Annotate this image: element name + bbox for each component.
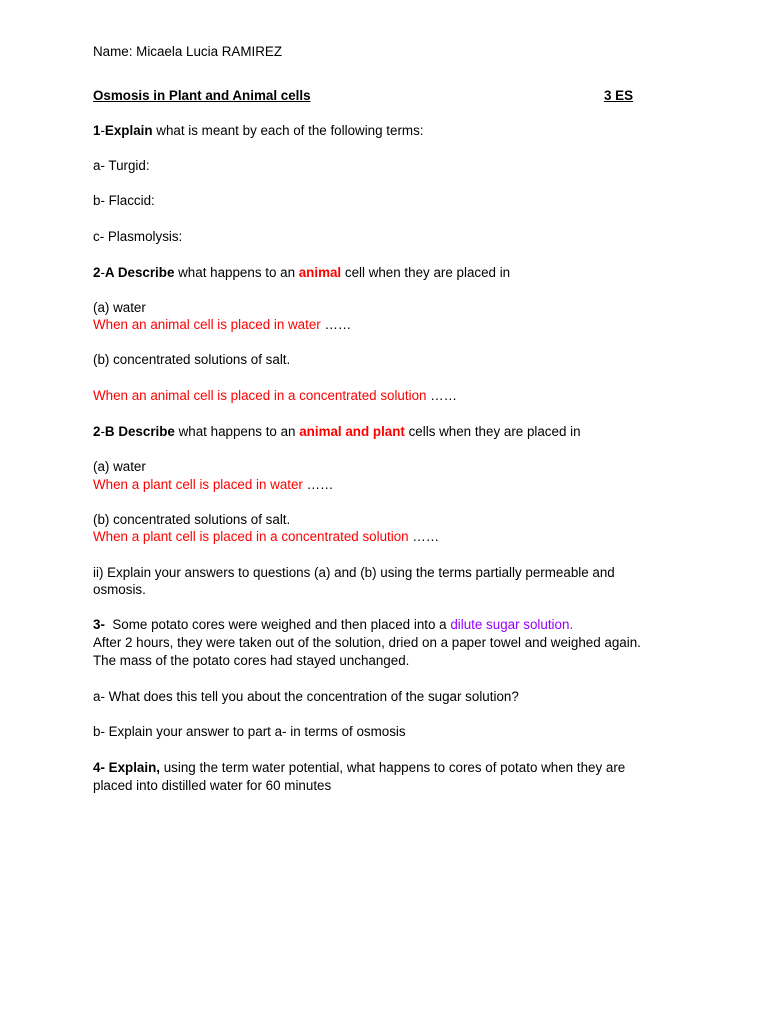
question-2b-text: what happens to an [174,424,300,439]
question-4-line2: placed into distilled water for 60 minutes [93,778,332,793]
question-2b-part-b-label: (b) concentrated solutions of salt. [93,512,291,527]
question-2b-part-b-answer [93,528,439,545]
question-2a-text: what happens to an [174,265,299,280]
answer-text: When a plant cell is placed in a concentrated solution [93,529,409,544]
answer-dots: …… [320,317,352,332]
class-code: 3 ES [603,88,633,103]
question-3-number: 3- [93,617,105,632]
question-2b-ii-line2: osmosis. [93,582,146,597]
question-2a-separator: - [100,265,105,280]
question-2b-highlight: animal and plant [299,424,405,439]
question-2a-text-end: cell when they are placed in [341,265,511,280]
question-2a-number: 2 [93,265,101,280]
answer-dots: …… [408,529,440,544]
question-3b: b- Explain your answer to part a- in terms of osmosis [93,724,406,739]
answer-text: When a plant cell is placed in water [93,477,303,492]
answer-dots: …… [302,477,334,492]
question-2b-number: 2 [93,424,101,439]
question-2b-ii-line1: ii) Explain your answers to questions (a) and (b) using the terms partially permeable and [93,565,615,580]
worksheet-title: Osmosis in Plant and Animal cells [93,88,311,103]
question-4-text: using the term water potential, what happens to cores of potato when they are [160,760,626,775]
question-2a-part-a-label: (a) water [93,300,146,315]
question-4-prompt [93,759,625,776]
answer-text: When an animal cell is placed in water [93,317,321,332]
question-3-prompt [93,616,573,633]
answer-dots: …… [426,388,457,403]
question-3-line2: After 2 hours, they were taken out of the solution, dried on a paper towel and weighed again. [93,635,641,650]
question-2b-part-a-label: (a) water [93,459,146,474]
question-3-period: . [569,617,574,632]
question-4-number: 4- [93,760,105,775]
question-1a: a- Turgid: [93,158,150,173]
answer-text: When an animal cell is placed in a concentrated solution [93,388,427,403]
question-2b-text-end: cells when they are placed in [404,424,581,439]
question-2b-verb: Describe [114,424,175,439]
question-3-line3: The mass of the potato cores had stayed unchanged. [93,653,410,668]
student-name: Name: Micaela Lucia RAMIREZ [93,44,283,59]
question-3-highlight: dilute sugar solution [450,617,570,632]
question-2b-part-a-answer [93,476,333,493]
question-1c: c- Plasmolysis: [93,229,183,244]
question-1-prompt [93,122,423,139]
question-1-separator: - [100,123,105,138]
question-2a-part-b-label: (b) concentrated solutions of salt. [93,352,291,367]
question-2b-part: B [104,424,115,439]
question-1-verb: Explain [104,123,153,138]
question-2b-separator: - [100,424,105,439]
question-3-text: Some potato cores were weighed and then placed into a [104,617,451,632]
question-1b: b- Flaccid: [93,193,155,208]
question-2b-prompt [93,423,581,440]
question-4-verb: Explain, [104,760,160,775]
question-2a-part-a-answer [93,316,351,333]
question-1-number: 1 [93,123,101,138]
question-2a-part-b-answer [93,387,457,404]
question-1-text: what is meant by each of the following terms: [152,123,424,138]
question-2a-highlight: animal [298,265,342,280]
question-2a-verb: Describe [114,265,175,280]
worksheet-title-row [93,87,633,104]
question-3a: a- What does this tell you about the concentration of the sugar solution? [93,689,519,704]
question-2a-part: A [104,265,115,280]
question-2a-prompt [93,264,510,281]
